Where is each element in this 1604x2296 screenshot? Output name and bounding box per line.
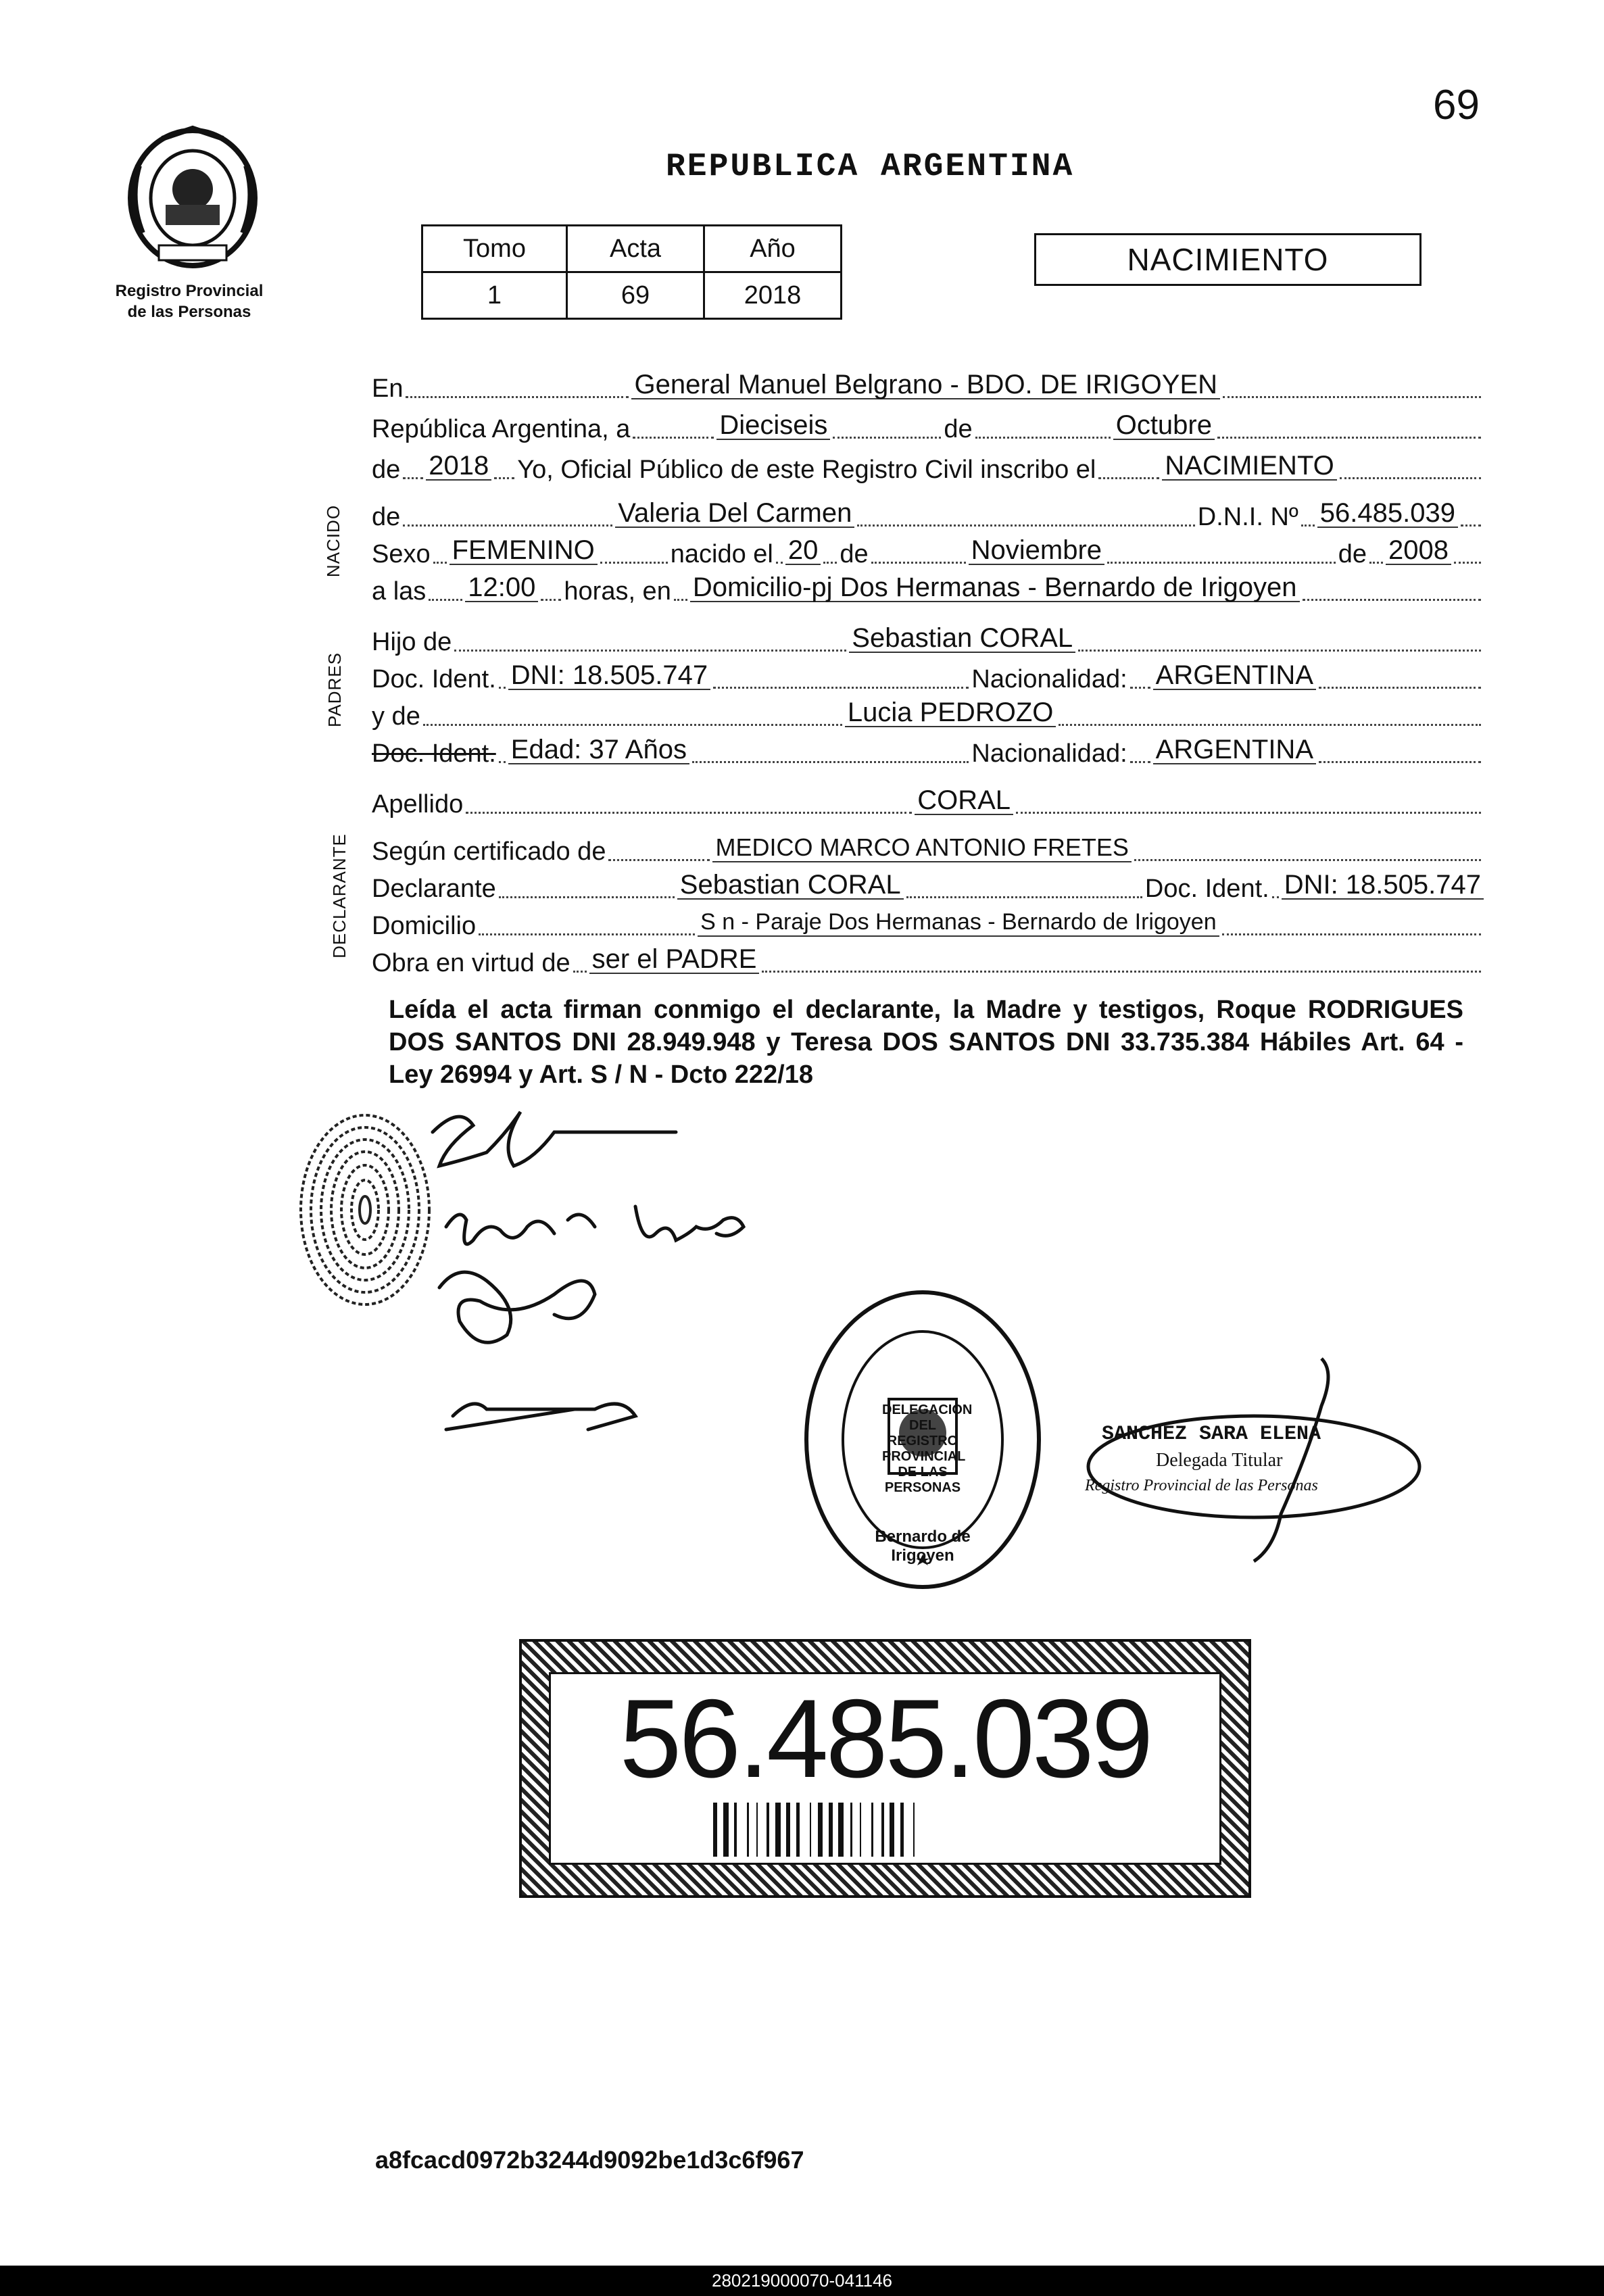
dots [466, 806, 912, 814]
en-value: General Manuel Belgrano - BDO. DE IRIGOYEN [631, 371, 1220, 399]
barcode-bar [829, 1803, 833, 1857]
dots [1130, 681, 1150, 689]
name-value: Valeria Del Carmen [615, 499, 854, 528]
barcode-bar [871, 1803, 873, 1857]
dots [1107, 556, 1336, 564]
page-title: REPUBLICA ARGENTINA [666, 149, 1075, 185]
dots [871, 556, 966, 564]
reference-table-value-row [422, 272, 842, 319]
officer-title: Delegada Titular [1156, 1450, 1283, 1471]
father-doc: DNI: 18.505.747 [508, 662, 710, 690]
dots [1272, 891, 1279, 898]
dots [499, 756, 506, 763]
apellido-label: Apellido [372, 790, 464, 819]
barcode-bars [713, 1803, 1065, 1857]
dots [429, 593, 462, 601]
round-seal-inner-text: Bernardo de Irigoyen [875, 1528, 971, 1565]
dots [692, 756, 969, 763]
apellido-value: CORAL [915, 787, 1013, 815]
inscribe-value: NACIMIENTO [1162, 452, 1336, 481]
dots [454, 644, 846, 652]
dots [762, 965, 1481, 973]
registry-label-line1: Registro Provincial [115, 282, 264, 300]
officer-org: Registro Provincial de las Personas [1085, 1477, 1318, 1494]
dots [1340, 472, 1481, 479]
barcode-bar [775, 1803, 781, 1857]
dots [1369, 556, 1383, 564]
hijo-label: Hijo de [372, 628, 452, 656]
mother-doc-label: Doc. Ident. [372, 739, 496, 768]
barcode-bar [881, 1803, 884, 1857]
de-label: de [944, 415, 973, 443]
dots [403, 472, 423, 479]
reference-table [421, 224, 842, 320]
form-line-hora [372, 571, 1484, 606]
de-label-5: de [1338, 540, 1367, 568]
province-emblem-logo [122, 125, 264, 277]
dots [479, 928, 695, 935]
barcode-bar [767, 1803, 769, 1857]
obra-label: Obra en virtud de [372, 949, 570, 977]
dots [674, 593, 687, 601]
dots [713, 681, 969, 689]
dots [1319, 681, 1481, 689]
dots [541, 593, 561, 601]
doc-label: Doc. Ident. [372, 665, 496, 693]
birth-month: Noviembre [969, 537, 1104, 565]
acta-value: 69 [567, 272, 704, 319]
barcode-bar [796, 1803, 800, 1857]
dots [406, 391, 629, 398]
declarante-doc-label: Doc. Ident. [1144, 875, 1269, 903]
mother-doc: Edad: 37 Años [508, 736, 689, 764]
signatures [419, 1092, 798, 1484]
declarante-value: Sebastian CORAL [677, 871, 904, 900]
officer-name: SANCHEZ SARA ELENA [1102, 1423, 1321, 1446]
oficial-text: Yo, Oficial Público de este Registro Civil inscribo el [517, 456, 1096, 484]
form-line-sexo [372, 534, 1484, 569]
fingerprint-image [294, 1108, 436, 1311]
section-label-declarante: DECLARANTE [329, 833, 349, 958]
dots [1059, 718, 1481, 726]
dots [906, 891, 1142, 898]
sexo-value: FEMENINO [449, 537, 598, 565]
de-label-4: de [840, 540, 869, 568]
barcode-bar [890, 1803, 894, 1857]
declarante-label: Declarante [372, 875, 496, 903]
form-line-fecha [372, 409, 1484, 444]
declarante-doc: DNI: 18.505.747 [1282, 871, 1484, 900]
father-nationality: ARGENTINA [1153, 662, 1316, 690]
form-line-nombre [372, 497, 1484, 532]
dots [1134, 854, 1481, 861]
dots [608, 854, 710, 861]
barcode-bar [900, 1803, 904, 1857]
mother-nationality: ARGENTINA [1153, 736, 1316, 764]
form-line-mother-doc [372, 733, 1484, 768]
dots [403, 519, 612, 527]
dots [1222, 928, 1481, 935]
en-label: En [372, 374, 404, 403]
horas-label: horas, en [564, 577, 671, 606]
nacido-label: nacido el [670, 540, 773, 568]
form-line-en [372, 368, 1484, 404]
dots [1301, 519, 1315, 527]
dots [975, 431, 1111, 439]
nacionalidad-label: Nacionalidad: [971, 665, 1127, 693]
footer-bar [0, 2266, 1604, 2296]
form-line-oficial [372, 449, 1484, 485]
birth-time: 12:00 [465, 574, 538, 602]
barcode-bar [713, 1803, 717, 1857]
reference-table-header-row [422, 226, 842, 272]
dots [1223, 391, 1481, 398]
birth-day: 20 [785, 537, 821, 565]
dots [433, 556, 447, 564]
dots [1078, 644, 1481, 652]
barcode-bar [734, 1803, 737, 1857]
dots [494, 472, 514, 479]
dni-value: 56.485.039 [1317, 499, 1458, 528]
tomo-header: Tomo [422, 226, 567, 272]
de-label-2: de [372, 456, 401, 484]
dots [1016, 806, 1481, 814]
barcode-bar [850, 1803, 852, 1857]
closing-statement: Leída el acta firman conmigo el declarante, la Madre y testigos, Roque RODRIGUES DOS SANTOS DNI 28.949.948 y Teresa DOS SANTOS DNI 33.735.384 Hábiles Art. 64 - Ley 26994 y Art. S / N - Dcto 222/18 [389, 996, 1463, 1089]
anio-value: 2018 [704, 272, 842, 319]
dots [633, 431, 714, 439]
birth-year: 2008 [1386, 537, 1451, 565]
dni-label: D.N.I. Nº [1197, 503, 1298, 531]
dots [423, 718, 842, 726]
barcode-label [519, 1639, 1251, 1898]
round-seal-outer-text: DELEGACION DEL REGISTRO PROVINCIAL DE LAS PERSONAS [882, 1402, 973, 1495]
barcode-bar [818, 1803, 823, 1857]
form-line-father-doc [372, 659, 1484, 694]
certificado-value: MEDICO MARCO ANTONIO FRETES [712, 834, 1131, 862]
day-value: Dieciseis [716, 412, 830, 440]
dots [1461, 519, 1481, 527]
republica-label: República Argentina, a [372, 415, 631, 443]
section-label-nacido: NACIDO [323, 504, 344, 578]
dots [1319, 756, 1481, 763]
father-name: Sebastian CORAL [849, 625, 1075, 653]
form-line-domicilio [372, 906, 1484, 941]
dots [776, 556, 783, 564]
dots [833, 431, 941, 439]
dots [1217, 431, 1481, 439]
domicilio-value: S n - Paraje Dos Hermanas - Bernardo de Irigoyen [698, 908, 1219, 937]
registry-label-line2: de las Personas [127, 303, 251, 321]
dots [1303, 593, 1481, 601]
month-value: Octubre [1113, 412, 1215, 440]
mother-name: Lucia PEDROZO [845, 699, 1056, 727]
barcode-bar [747, 1803, 749, 1857]
domicilio-label: Domicilio [372, 912, 477, 940]
dots [823, 556, 837, 564]
form-line-certificado [372, 831, 1484, 866]
dots [600, 556, 668, 564]
certificado-label: Según certificado de [372, 837, 606, 866]
page-number: 69 [1433, 82, 1480, 128]
barcode-bar [810, 1803, 811, 1857]
dots [857, 519, 1194, 527]
dots [1454, 556, 1481, 564]
acta-header: Acta [567, 226, 704, 272]
sexo-label: Sexo [372, 540, 431, 568]
nacionalidad-label-2: Nacionalidad: [971, 739, 1127, 768]
year-value: 2018 [426, 452, 491, 481]
record-type-box: NACIMIENTO [1034, 233, 1421, 286]
dots [1130, 756, 1150, 763]
dots [499, 891, 675, 898]
section-label-padres: PADRES [324, 652, 345, 727]
barcode-bar [756, 1803, 758, 1857]
de-label-3: de [372, 503, 401, 531]
registry-label [108, 280, 270, 322]
anio-header: Año [704, 226, 842, 272]
obra-value: ser el PADRE [589, 946, 760, 974]
barcode-inner [549, 1672, 1221, 1865]
barcode-bar [860, 1803, 861, 1857]
barcode-bar [913, 1803, 915, 1857]
a-las-label: a las [372, 577, 427, 606]
dots [499, 681, 506, 689]
form-line-hijo [372, 622, 1484, 657]
barcode-bar [723, 1803, 729, 1857]
barcode-bar [838, 1803, 844, 1857]
tomo-value: 1 [422, 272, 567, 319]
form-line-apellido [372, 784, 1484, 819]
form-line-y-de [372, 696, 1484, 731]
form-line-declarante [372, 869, 1484, 904]
barcode-bar [786, 1803, 790, 1857]
dots [1098, 472, 1159, 479]
y-de-label: y de [372, 702, 420, 731]
footer-code: 280219000070-041146 [711, 2270, 892, 2291]
form-line-obra [372, 943, 1484, 978]
birth-place: Domicilio-pj Dos Hermanas - Bernardo de Irigoyen [690, 574, 1300, 602]
document-hash: a8fcacd0972b3244d9092be1d3c6f967 [375, 2146, 804, 2174]
barcode-number: 56.485.039 [619, 1676, 1151, 1801]
dots [573, 965, 587, 973]
